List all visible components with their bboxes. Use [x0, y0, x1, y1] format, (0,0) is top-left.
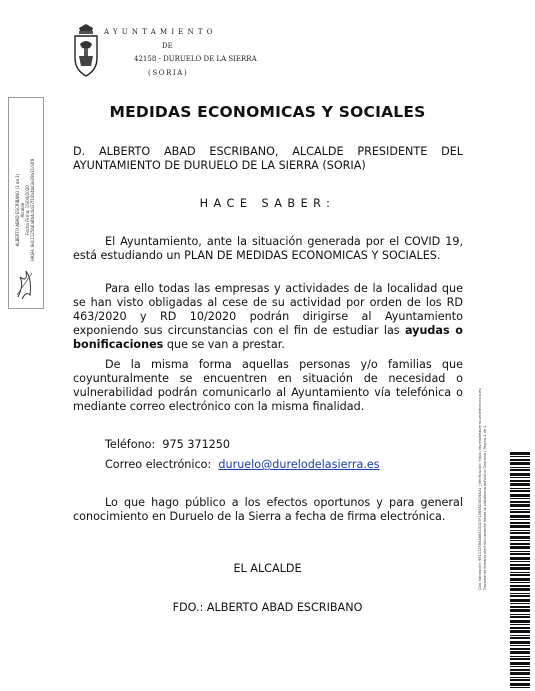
validation-line: Documento firmado electrónicamente desde la plataforma esPublico Gestiona | Página 1 de 1 [482, 425, 487, 590]
stamp-line: HASH: 9e11125b6a8b4c0d27f10b4bd3e29a31d3f9 [30, 158, 35, 262]
paragraph-familias: De la misma forma aquellas personas y/o familias que coyunturalmente se encuentren en situación de necesidad o vulnerabilidad podrán comunicarlo al Ayuntamiento vía telefónica o mediante correo electrónico con la misma finalidad. [73, 358, 463, 413]
letterhead-title: AYUNTAMIENTO [104, 28, 217, 36]
barcode-stripe [510, 620, 530, 623]
barcode-stripe [510, 501, 530, 503]
barcode-stripe [510, 599, 530, 602]
barcode-stripe [510, 641, 530, 644]
barcode-stripe [510, 511, 530, 513]
barcode-stripe [510, 635, 530, 636]
barcode-stripe [510, 561, 530, 562]
barcode-stripe [510, 624, 530, 625]
barcode-stripe [510, 567, 530, 570]
barcode-stripe [510, 557, 530, 560]
barcode-stripe [510, 515, 530, 518]
barcode-stripe [510, 609, 530, 612]
barcode-stripe [510, 509, 530, 510]
signer-name: FDO.: ALBERTO ABAD ESCRIBANO [172, 601, 363, 614]
barcode-stripe [510, 687, 530, 688]
barcode-stripe [510, 588, 530, 591]
barcode-stripe [510, 669, 530, 671]
barcode-icon [488, 452, 530, 688]
hace-saber: HACE SABER: [199, 197, 336, 210]
barcode-stripe [510, 494, 530, 497]
barcode-stripe [510, 658, 530, 660]
paragraph-bold-text: ayudas o bonificaciones [73, 324, 463, 351]
stamp-line: ALBERTO ABAD ESCRIBANO (1 de 1) [15, 173, 20, 247]
barcode-stripe [510, 498, 530, 499]
barcode-stripe [510, 574, 530, 576]
barcode-stripe [510, 504, 530, 507]
barcode-stripe [510, 553, 530, 555]
barcode-stripe [510, 490, 530, 492]
barcode-stripe [510, 543, 530, 545]
letterhead-de: DE [162, 42, 173, 50]
barcode-stripe [510, 469, 530, 471]
barcode-stripe [510, 614, 530, 615]
letterhead-province: (SORIA) [148, 69, 189, 77]
barcode-stripe [510, 648, 530, 650]
barcode-stripe [510, 452, 530, 455]
paragraph-text: Para ello todas las empresas y actividades de la localidad que se han visto obligadas al cese de su actividad por orden de los RD 463/2020 y RD 10/2020 podrán dirigirse al Ayuntamiento exponiendo sus circunstancias con el fin de estudiar las [73, 282, 463, 337]
barcode-stripe [510, 546, 530, 549]
coat-of-arms-icon [70, 24, 102, 80]
paragraph-closing: Lo que hago público a los efectos oportunos y para general conocimiento en Duruelo de la Sierra a fecha de firma electrónica. [73, 496, 463, 523]
barcode-stripe [510, 525, 530, 528]
paragraph-covid: El Ayuntamiento, ante la situación generada por el COVID 19, está estudiando un PLAN DE MEDIDAS ECONOMICAS Y SOCIALES. [73, 235, 463, 262]
barcode-stripe [510, 459, 530, 461]
barcode-stripe [510, 473, 530, 476]
barcode-stripe [510, 666, 530, 667]
barcode-stripe [510, 651, 530, 654]
barcode-stripe [510, 488, 530, 489]
phone-number: 975 371250 [162, 438, 231, 451]
paragraph-text: que se van a prestar. [163, 338, 285, 351]
email-line [105, 458, 380, 471]
barcode-stripe [510, 606, 530, 608]
paragraph-empresas [73, 282, 463, 352]
barcode-stripe [510, 585, 530, 587]
barcode-stripe [510, 551, 530, 552]
barcode-stripe [510, 536, 530, 539]
phone-line [105, 438, 230, 451]
barcode-stripe [510, 578, 530, 581]
barcode-stripe [510, 483, 530, 486]
barcode-stripe [510, 662, 530, 665]
stamp-line: Fecha Firma: 15/04/2020 [25, 185, 30, 235]
barcode-stripe [510, 530, 530, 531]
barcode-stripe [510, 456, 530, 457]
barcode-stripe [510, 679, 530, 681]
barcode-stripe [510, 656, 530, 657]
barcode-stripe [510, 477, 530, 478]
barcode-stripe [510, 672, 530, 675]
barcode-stripe [510, 645, 530, 646]
barcode-stripe [510, 677, 530, 678]
stamp-line: Alcalde [20, 202, 25, 218]
document-heading: MEDIDAS ECONOMICAS Y SOCIALES [109, 103, 426, 121]
handwritten-signature-icon [14, 265, 36, 301]
barcode-stripe [510, 683, 530, 686]
barcode-stripe [510, 532, 530, 534]
barcode-stripe [510, 480, 530, 482]
barcode-stripe [510, 519, 530, 520]
validation-text [478, 387, 487, 590]
signer-title: EL ALCALDE [233, 562, 302, 575]
barcode-stripe [510, 540, 530, 541]
barcode-stripe [510, 637, 530, 639]
email-label: Correo electrónico: [105, 458, 212, 471]
barcode-stripe [510, 582, 530, 583]
intro-paragraph: D. ALBERTO ABAD ESCRIBANO, ALCALDE PRESIDENTE DEL AYUNTAMIENTO DE DURUELO DE LA SIERRA (SORIA) [73, 145, 463, 172]
barcode-stripe [510, 467, 530, 468]
barcode-stripe [510, 462, 530, 465]
phone-label: Teléfono: [105, 438, 156, 451]
validation-line: Cód. Validación: 9E11125B6A8B4C0D27F10B4BD3E29A31 | Verificación: https://durelodelasierra.sedelectronica.es/ [478, 387, 482, 590]
barcode-stripe [510, 572, 530, 573]
barcode-stripe [510, 630, 530, 633]
barcode-stripe [510, 616, 530, 618]
barcode-stripe [510, 564, 530, 566]
barcode-stripe [510, 603, 530, 604]
letterhead-address: 42158 - DURUELO DE LA SIERRA [134, 55, 257, 63]
barcode-stripe [510, 595, 530, 597]
barcode-stripe [510, 627, 530, 629]
barcode-stripe [510, 522, 530, 524]
email-link[interactable]: duruelo@durelodelasierra.es [218, 458, 380, 471]
barcode-stripe [510, 593, 530, 594]
